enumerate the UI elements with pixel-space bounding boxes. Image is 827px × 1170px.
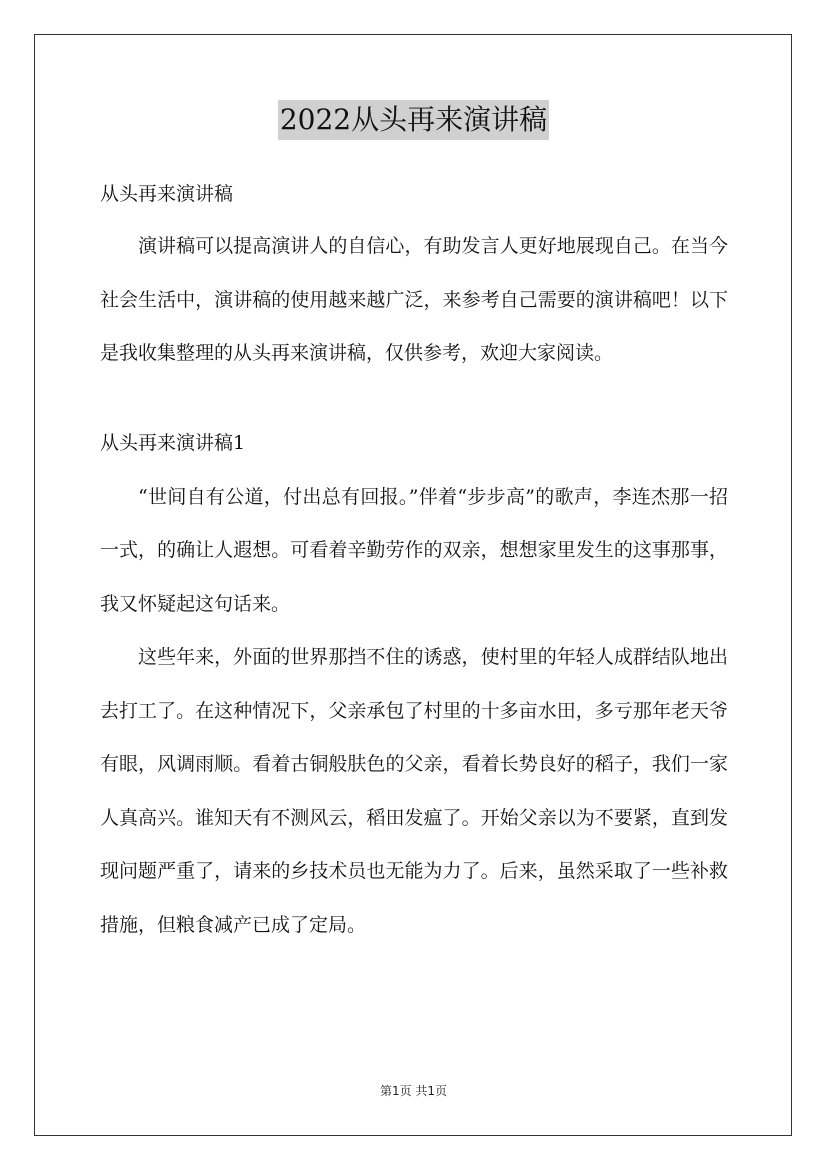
body-paragraph-1: “世间自有公道，付出总有回报。”伴着“步步高”的歌声，李连杰那一招一式，的确让人遐想。可看着辛勤劳作的双亲，想想家里发生的这事那事，我又怀疑起这句话来。 xyxy=(100,485,728,615)
document-title: 2022从头再来演讲稿 xyxy=(278,100,549,140)
body-paragraph-2: 这些年来，外面的世界那挡不住的诱惑，使村里的年轻人成群结队地出去打工了。在这种情况下，父亲承包了村里的十多亩水田，多亏那年老天爷有眼，风调雨顺。看着古铜般肤色的父亲，看着长势良好的稻子，我们一家人真高兴。谁知天有不测风云，稻田发瘟了。开始父亲以为不要紧，直到发现问题严重了，请来的乡技术员也无能为力了。后来，虽然采取了一些补救措施，但粮食减产已成了定局。 xyxy=(100,646,728,936)
title-wrap xyxy=(0,100,827,140)
section-heading-2: 从头再来演讲稿1 xyxy=(100,431,246,454)
intro-paragraph: 演讲稿可以提高演讲人的自信心，有助发言人更好地展现自己。在当今社会生活中，演讲稿的使用越来越广泛，来参考自己需要的演讲稿吧！以下是我收集整理的从头再来演讲稿，仅供参考，欢迎大家阅读。 xyxy=(100,235,728,364)
page-footer: 第1页 共1页 xyxy=(379,1084,448,1098)
section-heading-1: 从头再来演讲稿 xyxy=(100,183,234,205)
document-body xyxy=(100,172,728,952)
